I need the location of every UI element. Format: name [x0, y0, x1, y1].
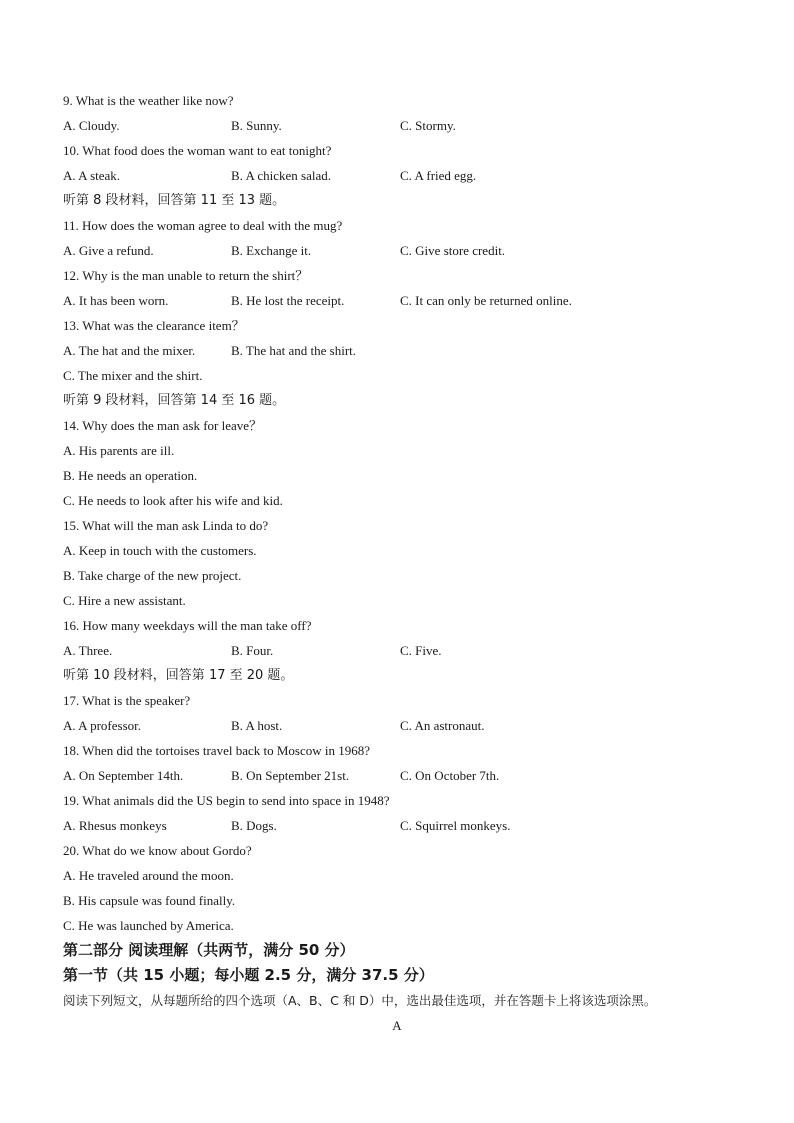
section-instruction: 听第 8 段材料，回答第 11 至 13 题。	[63, 193, 286, 208]
question-line: B. Take charge of the new project.	[63, 568, 242, 583]
option-a: A. A steak.	[63, 168, 121, 183]
question-line: 13. What was the clearance item？	[63, 318, 245, 333]
question-line: A. Keep in touch with the customers.	[63, 543, 257, 558]
options-row	[63, 713, 743, 738]
question-line: 10. What food does the woman want to eat tonight?	[63, 143, 332, 158]
section-heading: 第一节（共 15 小题；每小题 2.5 分，满分 37.5 分）	[63, 966, 434, 984]
passage-label: A	[392, 1018, 402, 1033]
option-b: B. Exchange it.	[231, 243, 312, 258]
question-line: C. He was launched by America.	[63, 918, 234, 933]
option-c: C. It can only be returned online.	[400, 293, 572, 308]
question-line: 17. What is the speaker?	[63, 693, 191, 708]
option-b: B. Sunny.	[231, 118, 282, 133]
option-b: B. Dogs.	[231, 818, 277, 833]
option-a: A. Give a refund.	[63, 243, 154, 258]
option-c: C. On October 7th.	[400, 768, 500, 783]
question-line: C. Hire a new assistant.	[63, 593, 186, 608]
option-b: B. Four.	[231, 643, 274, 658]
question-line: B. His capsule was found finally.	[63, 893, 236, 908]
question-line: C. The mixer and the shirt.	[63, 368, 203, 383]
options-row	[63, 638, 743, 663]
question-line: C. He needs to look after his wife and kid.	[63, 493, 283, 508]
options-row	[63, 813, 743, 838]
question-line: A. He traveled around the moon.	[63, 868, 234, 883]
options-row	[63, 763, 743, 788]
option-c: C. Give store credit.	[400, 243, 506, 258]
section-instruction: 听第 10 段材料，回答第 17 至 20 题。	[63, 668, 294, 683]
question-line: 15. What will the man ask Linda to do?	[63, 518, 269, 533]
option-b: B. He lost the receipt.	[231, 293, 345, 308]
option-c: C. Squirrel monkeys.	[400, 818, 511, 833]
option-c: C. Stormy.	[400, 118, 456, 133]
section-heading: 第二部分 阅读理解（共两节，满分 50 分）	[63, 941, 355, 959]
option-b: B. A host.	[231, 718, 283, 733]
question-line: B. He needs an operation.	[63, 468, 198, 483]
exam-page	[63, 88, 743, 1038]
question-line: 9. What is the weather like now?	[63, 93, 234, 108]
option-a: A. Three.	[63, 643, 113, 658]
question-line: 12. Why is the man unable to return the shirt？	[63, 268, 309, 283]
option-b: B. The hat and the shirt.	[231, 343, 357, 358]
option-c: C. A fried egg.	[400, 168, 477, 183]
option-b: B. On September 21st.	[231, 768, 350, 783]
reading-instruction: 阅读下列短文，从每题所给的四个选项（A、B、C 和 D）中，选出最佳选项，并在答题卡上将该选项涂黑。	[63, 993, 657, 1008]
question-line: 16. How many weekdays will the man take off?	[63, 618, 312, 633]
option-a: A. Cloudy.	[63, 118, 120, 133]
question-line: 20. What do we know about Gordo?	[63, 843, 252, 858]
option-a: A. On September 14th.	[63, 768, 184, 783]
options-row	[63, 113, 743, 138]
option-a: A. A professor.	[63, 718, 141, 733]
option-c: C. Five.	[400, 643, 442, 658]
question-line: 11. How does the woman agree to deal with the mug?	[63, 218, 343, 233]
option-a: A. Rhesus monkeys	[63, 818, 167, 833]
question-line: 14. Why does the man ask for leave？	[63, 418, 263, 433]
option-c: C. An astronaut.	[400, 718, 485, 733]
section-instruction: 听第 9 段材料，回答第 14 至 16 题。	[63, 393, 286, 408]
options-row	[63, 338, 743, 363]
options-row	[63, 238, 743, 263]
options-row	[63, 288, 743, 313]
question-line: 19. What animals did the US begin to send into space in 1948?	[63, 793, 390, 808]
option-a: A. It has been worn.	[63, 293, 169, 308]
option-a: A. The hat and the mixer.	[63, 343, 196, 358]
options-row	[63, 163, 743, 188]
question-line: 18. When did the tortoises travel back to Moscow in 1968?	[63, 743, 371, 758]
option-b: B. A chicken salad.	[231, 168, 332, 183]
question-line: A. His parents are ill.	[63, 443, 175, 458]
